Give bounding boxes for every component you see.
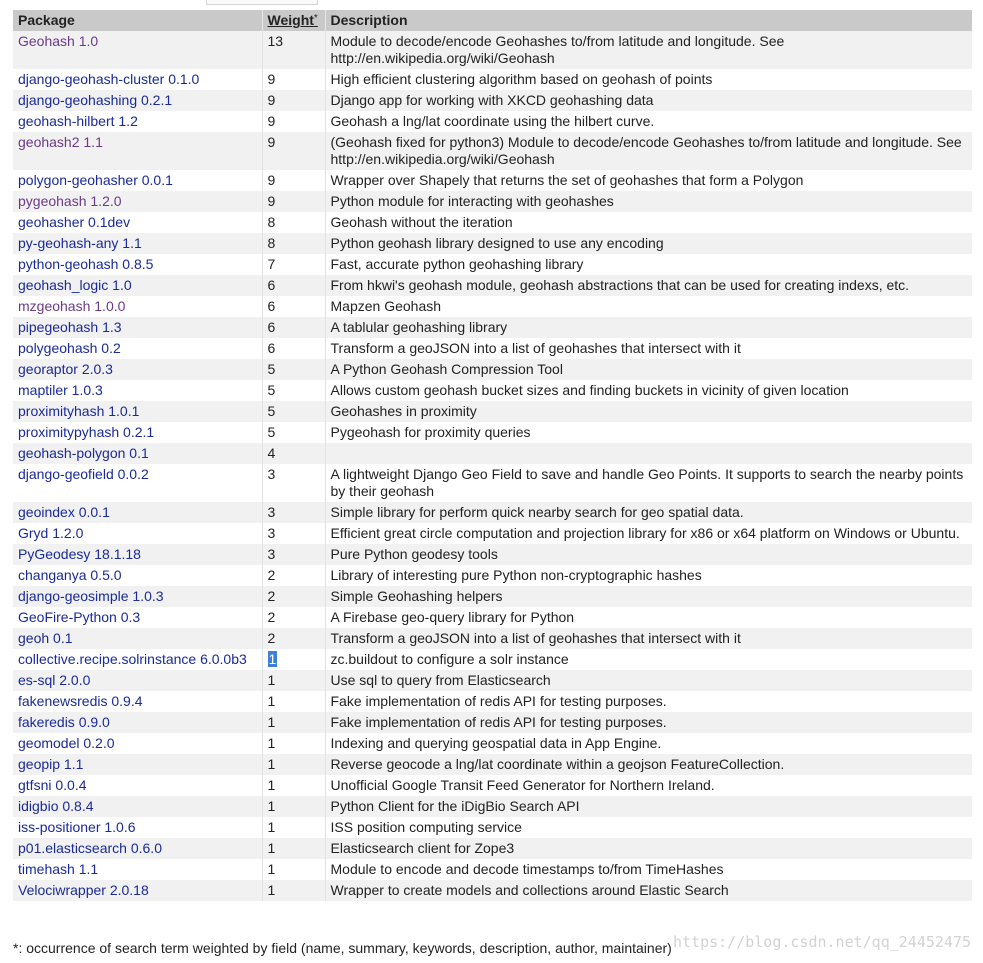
weight-cell <box>262 443 325 464</box>
weight-footnote: *: occurrence of search term weighted by field (name, summary, keywords, description, author, maintainer) <box>13 940 672 956</box>
description-cell: Wrapper over Shapely that returns the set of geohashes that form a Polygon <box>325 170 972 191</box>
weight-value: 2 <box>267 588 276 604</box>
package-cell <box>13 69 262 90</box>
weight-value: 9 <box>267 134 276 150</box>
description-cell: Python Client for the iDigBio Search API <box>325 796 972 817</box>
weight-value: 1 <box>267 693 276 709</box>
weight-cell <box>262 607 325 628</box>
package-link[interactable]: geohash-hilbert 1.2 <box>18 113 138 129</box>
package-link[interactable]: Geohash 1.0 <box>18 33 99 49</box>
package-link[interactable]: geohash2 1.1 <box>18 134 103 150</box>
weight-cell <box>262 796 325 817</box>
weight-value: 2 <box>267 609 276 625</box>
package-cell <box>13 464 262 502</box>
package-link[interactable]: pygeohash 1.2.0 <box>18 193 122 209</box>
table-row <box>13 464 972 502</box>
weight-value: 1 <box>267 819 276 835</box>
table-row <box>13 191 972 212</box>
weight-value: 1 <box>267 777 276 793</box>
description-cell: Geohashes in proximity <box>325 401 972 422</box>
table-row <box>13 838 972 859</box>
package-link[interactable]: python-geohash 0.8.5 <box>18 256 154 272</box>
table-row <box>13 607 972 628</box>
weight-cell <box>262 859 325 880</box>
weight-cell <box>262 338 325 359</box>
package-link[interactable]: proximitypyhash 0.2.1 <box>18 424 155 440</box>
weight-cell <box>262 111 325 132</box>
description-cell: ISS position computing service <box>325 817 972 838</box>
table-row <box>13 733 972 754</box>
weight-value: 1 <box>267 861 276 877</box>
weight-value: 8 <box>267 235 276 251</box>
weight-cell <box>262 317 325 338</box>
weight-value: 3 <box>267 546 276 562</box>
package-cell <box>13 817 262 838</box>
package-link[interactable]: maptiler 1.0.3 <box>18 382 103 398</box>
package-cell <box>13 111 262 132</box>
table-row <box>13 502 972 523</box>
weight-value: 1 <box>267 882 276 898</box>
table-row <box>13 796 972 817</box>
package-link[interactable]: changanya 0.5.0 <box>18 567 122 583</box>
weight-cell <box>262 628 325 649</box>
table-row <box>13 111 972 132</box>
description-cell: A lightweight Django Geo Field to save and handle Geo Points. It supports to search the nearby points by their geohash <box>325 464 972 502</box>
description-cell: Pygeohash for proximity queries <box>325 422 972 443</box>
weight-cell <box>262 90 325 111</box>
package-cell <box>13 691 262 712</box>
table-row <box>13 359 972 380</box>
weight-value: 5 <box>267 382 276 398</box>
package-cell <box>13 775 262 796</box>
weight-header-label: Weight <box>267 12 314 28</box>
description-cell: Elasticsearch client for Zope3 <box>325 838 972 859</box>
table-header-row <box>13 10 972 31</box>
weight-value: 5 <box>267 361 276 377</box>
package-cell <box>13 132 262 170</box>
package-link[interactable]: timehash 1.1 <box>18 861 99 877</box>
browser-find-bar-edge <box>206 0 318 5</box>
weight-value: 5 <box>267 403 276 419</box>
weight-value: 9 <box>267 193 276 209</box>
weight-cell <box>262 296 325 317</box>
table-row <box>13 523 972 544</box>
results-body <box>13 31 972 901</box>
package-cell <box>13 296 262 317</box>
weight-cell <box>262 275 325 296</box>
weight-value: 6 <box>267 298 276 314</box>
package-cell <box>13 317 262 338</box>
description-cell: Allows custom geohash bucket sizes and finding buckets in vicinity of given location <box>325 380 972 401</box>
table-row <box>13 317 972 338</box>
description-cell: Simple Geohashing helpers <box>325 586 972 607</box>
weight-value: 6 <box>267 340 276 356</box>
table-row <box>13 628 972 649</box>
weight-value: 7 <box>267 256 276 272</box>
table-row <box>13 544 972 565</box>
package-link[interactable]: django-geohash-cluster 0.1.0 <box>18 71 200 87</box>
table-row <box>13 754 972 775</box>
weight-cell <box>262 170 325 191</box>
weight-cell <box>262 502 325 523</box>
description-cell: zc.buildout to configure a solr instance <box>325 649 972 670</box>
package-cell <box>13 359 262 380</box>
weight-value: 3 <box>267 504 276 520</box>
weight-value: 9 <box>267 71 276 87</box>
table-row <box>13 443 972 464</box>
package-cell <box>13 670 262 691</box>
weight-cell <box>262 880 325 901</box>
description-cell: From hkwi's geohash module, geohash abstractions that can be used for creating indexs, etc. <box>325 275 972 296</box>
weight-cell <box>262 775 325 796</box>
description-cell: High efficient clustering algorithm based on geohash of points <box>325 69 972 90</box>
weight-cell <box>262 838 325 859</box>
weight-value-selected: 1 <box>268 651 277 667</box>
weight-cell <box>262 69 325 90</box>
weight-cell <box>262 733 325 754</box>
description-cell: Transform a geoJSON into a list of geohashes that intersect with it <box>325 628 972 649</box>
weight-value: 9 <box>267 172 276 188</box>
package-link[interactable]: proximityhash 1.0.1 <box>18 403 140 419</box>
weight-value: 1 <box>267 735 276 751</box>
weight-value: 13 <box>267 33 284 49</box>
description-cell: Wrapper to create models and collections around Elastic Search <box>325 880 972 901</box>
weight-value: 6 <box>267 319 276 335</box>
weight-cell <box>262 212 325 233</box>
package-cell <box>13 170 262 191</box>
package-cell <box>13 502 262 523</box>
package-link[interactable]: py-geohash-any 1.1 <box>18 235 142 251</box>
weight-cell <box>262 31 325 69</box>
description-cell: Python geohash library designed to use any encoding <box>325 233 972 254</box>
weight-cell <box>262 359 325 380</box>
description-cell: Fake implementation of redis API for testing purposes. <box>325 691 972 712</box>
weight-value: 8 <box>267 214 276 230</box>
weight-value: 1 <box>267 672 276 688</box>
description-cell: Library of interesting pure Python non-cryptographic hashes <box>325 565 972 586</box>
weight-cell <box>262 401 325 422</box>
weight-cell <box>262 132 325 170</box>
package-link[interactable]: Gryd 1.2.0 <box>18 525 84 541</box>
table-row <box>13 670 972 691</box>
package-cell <box>13 254 262 275</box>
package-cell <box>13 338 262 359</box>
weight-value: 6 <box>267 277 276 293</box>
package-cell <box>13 191 262 212</box>
table-row <box>13 422 972 443</box>
description-cell: Reverse geocode a lng/lat coordinate within a geojson FeatureCollection. <box>325 754 972 775</box>
package-link[interactable]: geomodel 0.2.0 <box>18 735 115 751</box>
package-link[interactable]: mzgeohash 1.0.0 <box>18 298 126 314</box>
table-row <box>13 712 972 733</box>
package-link[interactable]: pipegeohash 1.3 <box>18 319 122 335</box>
description-cell: Use sql to query from Elasticsearch <box>325 670 972 691</box>
weight-value: 3 <box>267 525 276 541</box>
package-link[interactable]: fakeredis 0.9.0 <box>18 714 110 730</box>
weight-cell <box>262 464 325 502</box>
package-link[interactable]: geopip 1.1 <box>18 756 84 772</box>
weight-cell <box>262 649 325 670</box>
package-link[interactable]: PyGeodesy 18.1.18 <box>18 546 141 562</box>
table-row <box>13 649 972 670</box>
description-cell: A Firebase geo-query library for Python <box>325 607 972 628</box>
description-cell: Fake implementation of redis API for testing purposes. <box>325 712 972 733</box>
package-cell <box>13 422 262 443</box>
weight-value: 1 <box>267 714 276 730</box>
watermark: https://blog.csdn.net/qq_24452475 <box>672 933 971 951</box>
column-header-package: Package <box>13 10 262 31</box>
package-link[interactable]: django-geohashing 0.2.1 <box>18 92 173 108</box>
column-header-weight[interactable] <box>262 10 325 31</box>
package-cell <box>13 733 262 754</box>
package-link[interactable]: geohash-polygon 0.1 <box>18 445 149 461</box>
package-cell <box>13 607 262 628</box>
weight-cell <box>262 565 325 586</box>
weight-cell <box>262 191 325 212</box>
package-cell <box>13 523 262 544</box>
table-row <box>13 212 972 233</box>
description-cell: Module to decode/encode Geohashes to/from latitude and longitude. See http://en.wikipedia.org/wiki/Geohash <box>325 31 972 69</box>
description-cell: Transform a geoJSON into a list of geohashes that intersect with it <box>325 338 972 359</box>
table-row <box>13 380 972 401</box>
package-link[interactable]: Velociwrapper 2.0.18 <box>18 882 149 898</box>
table-row <box>13 565 972 586</box>
table-row <box>13 817 972 838</box>
weight-cell <box>262 233 325 254</box>
package-cell <box>13 586 262 607</box>
package-cell <box>13 233 262 254</box>
description-cell <box>325 443 972 464</box>
package-cell <box>13 31 262 69</box>
table-row <box>13 69 972 90</box>
table-row <box>13 586 972 607</box>
description-cell: Indexing and querying geospatial data in App Engine. <box>325 733 972 754</box>
package-cell <box>13 275 262 296</box>
weight-cell <box>262 670 325 691</box>
package-cell <box>13 380 262 401</box>
package-link[interactable]: polygon-geohasher 0.0.1 <box>18 172 173 188</box>
description-cell: Fast, accurate python geohashing library <box>325 254 972 275</box>
package-cell <box>13 838 262 859</box>
table-row <box>13 296 972 317</box>
description-cell: (Geohash fixed for python3) Module to decode/encode Geohashes to/from latitude and longitude. See http://en.wikipedia.org/wiki/Geohash <box>325 132 972 170</box>
package-link[interactable]: django-geosimple 1.0.3 <box>18 588 164 604</box>
table-row <box>13 90 972 111</box>
table-row <box>13 233 972 254</box>
package-link[interactable]: idigbio 0.8.4 <box>18 798 94 814</box>
weight-cell <box>262 754 325 775</box>
table-row <box>13 401 972 422</box>
package-link[interactable]: GeoFire-Python 0.3 <box>18 609 141 625</box>
weight-value: 5 <box>267 424 276 440</box>
weight-footnote-marker: * <box>313 13 318 24</box>
package-cell <box>13 628 262 649</box>
weight-value: 1 <box>267 798 276 814</box>
package-cell <box>13 565 262 586</box>
weight-cell <box>262 422 325 443</box>
description-cell: Geohash without the iteration <box>325 212 972 233</box>
package-cell <box>13 443 262 464</box>
weight-value: 1 <box>267 756 276 772</box>
table-row <box>13 170 972 191</box>
package-link[interactable]: fakenewsredis 0.9.4 <box>18 693 143 709</box>
package-link[interactable]: geoh 0.1 <box>18 630 73 646</box>
package-link[interactable]: geohasher 0.1dev <box>18 214 131 230</box>
package-cell <box>13 754 262 775</box>
description-cell: A Python Geohash Compression Tool <box>325 359 972 380</box>
package-link[interactable]: geohash_logic 1.0 <box>18 277 132 293</box>
description-cell: A tablular geohashing library <box>325 317 972 338</box>
weight-value: 3 <box>267 466 276 482</box>
package-link[interactable]: geoindex 0.0.1 <box>18 504 110 520</box>
package-link[interactable]: es-sql 2.0.0 <box>18 672 91 688</box>
table-row <box>13 338 972 359</box>
weight-value: 2 <box>267 630 276 646</box>
weight-cell <box>262 712 325 733</box>
package-cell <box>13 880 262 901</box>
weight-value: 2 <box>267 567 276 583</box>
weight-value: 9 <box>267 92 276 108</box>
package-cell <box>13 544 262 565</box>
package-cell <box>13 712 262 733</box>
description-cell: Python module for interacting with geohashes <box>325 191 972 212</box>
description-cell: Module to encode and decode timestamps to/from TimeHashes <box>325 859 972 880</box>
description-cell: Django app for working with XKCD geohashing data <box>325 90 972 111</box>
table-row <box>13 31 972 69</box>
weight-cell <box>262 254 325 275</box>
table-row <box>13 691 972 712</box>
table-row <box>13 254 972 275</box>
package-link[interactable]: gtfsni 0.0.4 <box>18 777 87 793</box>
description-cell: Simple library for perform quick nearby search for geo spatial data. <box>325 502 972 523</box>
weight-cell <box>262 691 325 712</box>
package-link[interactable]: django-geofield 0.0.2 <box>18 466 149 482</box>
package-link[interactable]: iss-positioner 1.0.6 <box>18 819 136 835</box>
weight-cell <box>262 523 325 544</box>
table-row <box>13 275 972 296</box>
weight-value: 9 <box>267 113 276 129</box>
table-row <box>13 775 972 796</box>
package-link[interactable]: polygeohash 0.2 <box>18 340 121 356</box>
weight-cell <box>262 586 325 607</box>
column-header-description: Description <box>325 10 972 31</box>
description-cell: Unofficial Google Transit Feed Generator for Northern Ireland. <box>325 775 972 796</box>
weight-cell <box>262 544 325 565</box>
weight-value: 1 <box>267 840 276 856</box>
package-link[interactable]: georaptor 2.0.3 <box>18 361 113 377</box>
table-row <box>13 859 972 880</box>
description-cell: Geohash a lng/lat coordinate using the hilbert curve. <box>325 111 972 132</box>
package-cell <box>13 90 262 111</box>
description-cell: Pure Python geodesy tools <box>325 544 972 565</box>
weight-cell <box>262 817 325 838</box>
table-row <box>13 880 972 901</box>
weight-cell <box>262 380 325 401</box>
package-cell <box>13 212 262 233</box>
package-link[interactable]: p01.elasticsearch 0.6.0 <box>18 840 162 856</box>
package-cell <box>13 859 262 880</box>
weight-value: 4 <box>267 445 276 461</box>
package-link[interactable]: collective.recipe.solrinstance 6.0.0b3 <box>18 651 247 667</box>
search-results-table <box>13 10 972 901</box>
table-row <box>13 132 972 170</box>
package-cell <box>13 796 262 817</box>
description-cell: Mapzen Geohash <box>325 296 972 317</box>
package-cell <box>13 401 262 422</box>
sort-by-weight-link[interactable] <box>268 12 318 28</box>
description-cell: Efficient great circle computation and projection library for x86 or x64 platform on Windows or Ubuntu. <box>325 523 972 544</box>
package-cell <box>13 649 262 670</box>
